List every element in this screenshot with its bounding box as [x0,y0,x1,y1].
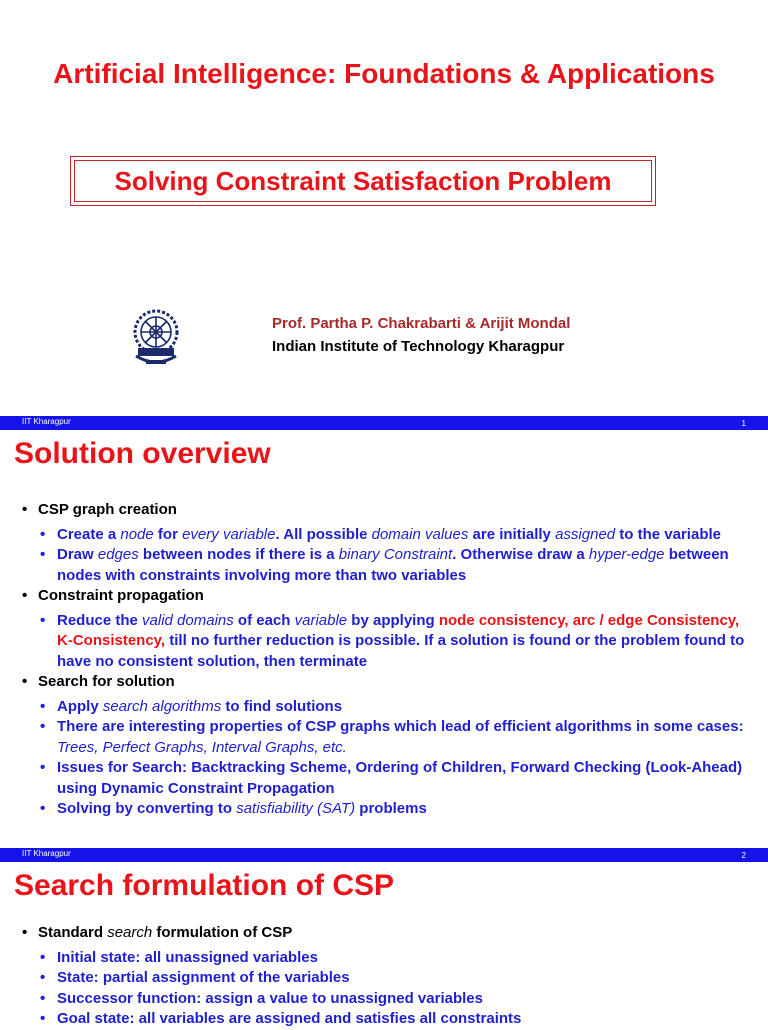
slide-body [0,500,768,820]
sub-bullet: • Draw edges between nodes if there is a binary Constraint. Otherwise draw a hyper-edge between nodes with constraints involving more than two variables [0,545,768,586]
bullet-constraint-propagation: • Constraint propagation [0,586,768,607]
slide-title: Search formulation of CSP [14,869,395,902]
sub-bullet: • Initial state: all unassigned variables [0,948,768,969]
slide-title: Solution overview [14,437,271,470]
sub-bullet: • State: partial assignment of the variables [0,968,768,989]
slide-footer-bar [0,416,768,430]
iit-kharagpur-emblem-icon [128,308,184,370]
footer-label: IIT Kharagpur [22,417,71,426]
sub-bullet: • Solving by converting to satisfiability (SAT) problems [0,799,768,820]
slide-body [0,923,768,1030]
course-title: Artificial Intelligence: Foundations & Applications [53,58,715,89]
sub-bullet: • Goal state: all variables are assigned and satisfies all constraints [0,1009,768,1030]
sub-bullet: • Apply search algorithms to find solutions [0,697,768,718]
institute-name: Indian Institute of Technology Kharagpur [272,338,565,355]
sub-bullet: • Issues for Search: Backtracking Scheme, Ordering of Children, Forward Checking (Look-Ahead) using Dynamic Constraint Propagation [0,758,768,799]
page-number: 1 [741,419,746,428]
footer-label: IIT Kharagpur [22,849,71,858]
bullet-search-for-solution: • Search for solution [0,672,768,693]
subtitle-frame [70,156,656,206]
authors: Prof. Partha P. Chakrabarti & Arijit Mondal [272,315,571,332]
bullet-csp-graph-creation: • CSP graph creation [0,500,768,521]
lecture-subtitle: Solving Constraint Satisfaction Problem [74,160,652,202]
page-number: 2 [741,851,746,860]
sub-bullet: • Reduce the valid domains of each variable by applying node consistency, arc / edge Consistency, K-Consistency, till no further reduction is possible. If a solution is found or the problem found to have no consistent solution, then terminate [0,611,768,673]
sub-bullet: • Successor function: assign a value to unassigned variables [0,989,768,1010]
sub-bullet: • There are interesting properties of CSP graphs which lead of efficient algorithms in some cases: Trees, Perfect Graphs, Interval Graphs, etc. [0,717,768,758]
sub-bullet: • Create a node for every variable. All possible domain values are initially assigned to the variable [0,525,768,546]
bullet-standard-formulation: • Standard search formulation of CSP [0,923,768,944]
slide-footer-bar [0,848,768,862]
